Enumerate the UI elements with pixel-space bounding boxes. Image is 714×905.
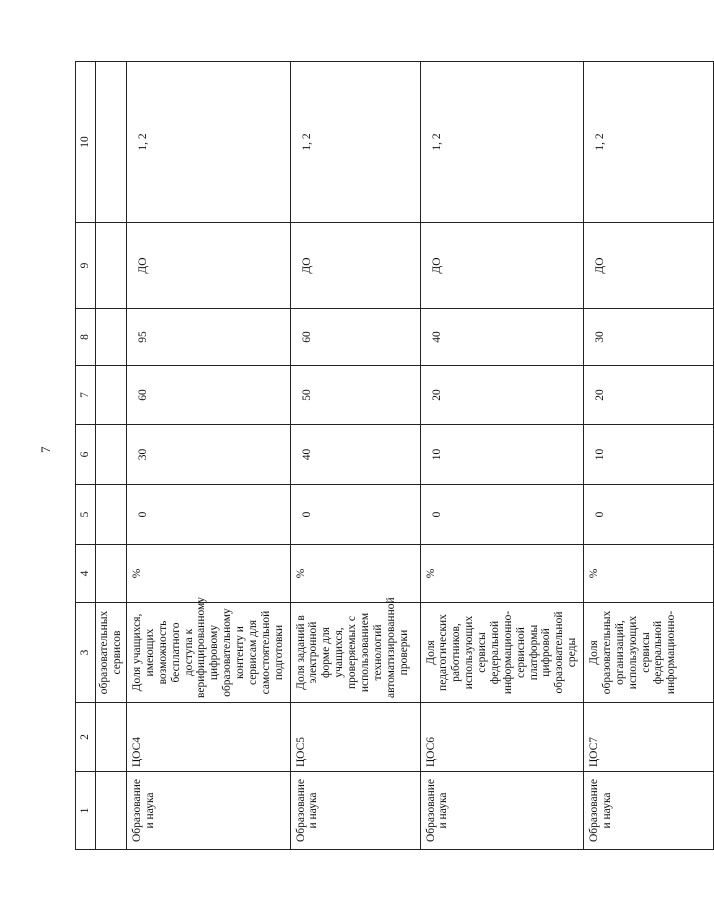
continuation-cell-8 (96, 309, 127, 366)
header-cell-2: 2 (76, 703, 96, 772)
continuation-cell-4 (96, 545, 127, 603)
unit-cell: % (127, 545, 291, 603)
value-cell-7: 60 (127, 366, 291, 425)
header-cell-1: 1 (76, 772, 96, 850)
header-cell-5: 5 (76, 485, 96, 545)
value-cell-6: 10 (584, 425, 714, 485)
responsible-cell: ДО (584, 223, 714, 309)
rotated-page (75, 62, 678, 850)
header-cell-4: 4 (76, 545, 96, 603)
continuation-cell-9 (96, 223, 127, 309)
indicators-table (75, 61, 714, 850)
responsible-cell: ДО (290, 223, 420, 309)
code-cell: ЦОС7 (584, 703, 714, 772)
sector-cell: Образование и наука (584, 772, 714, 850)
sector-cell: Образование и наука (290, 772, 420, 850)
description-cell: Доля учащихся, имеющих возможность бесплатного доступа к верифицированному цифровому образовательному контенту и сервисам для самостоятельной подготовки (127, 603, 291, 703)
sector-cell: Образование и наука (127, 772, 291, 850)
continuation-cell-2 (96, 703, 127, 772)
unit-cell: % (420, 545, 584, 603)
value-cell-5: 0 (420, 485, 584, 545)
continuation-cell-10 (96, 62, 127, 223)
continuation-cell-6 (96, 425, 127, 485)
header-cell-7: 7 (76, 366, 96, 425)
header-cell-6: 6 (76, 425, 96, 485)
continuation-cell-5 (96, 485, 127, 545)
responsible-cell: ДО (420, 223, 584, 309)
value-cell-7: 20 (584, 366, 714, 425)
continuation-cell-1 (96, 772, 127, 850)
code-cell: ЦОС4 (127, 703, 291, 772)
header-cell-9: 9 (76, 223, 96, 309)
value-cell-7: 20 (420, 366, 584, 425)
source-cell: 1, 2 (290, 62, 420, 223)
value-cell-6: 10 (420, 425, 584, 485)
table-row (420, 62, 584, 850)
unit-cell: % (290, 545, 420, 603)
description-cell: Доля образовательных организаций, использующих сервисы федеральной информационно- (584, 603, 714, 703)
value-cell-8: 95 (127, 309, 291, 366)
sector-cell: Образование и наука (420, 772, 584, 850)
code-cell: ЦОС6 (420, 703, 584, 772)
description-cell: Доля заданий в электронной форме для учащихся, проверяемых с использованием технологий автоматизированной проверки (290, 603, 420, 703)
source-cell: 1, 2 (127, 62, 291, 223)
code-cell: ЦОС5 (290, 703, 420, 772)
header-cell-10: 10 (76, 62, 96, 223)
value-cell-8: 30 (584, 309, 714, 366)
table-row (290, 62, 420, 850)
unit-cell: % (584, 545, 714, 603)
source-cell: 1, 2 (584, 62, 714, 223)
table-row (584, 62, 714, 850)
value-cell-8: 40 (420, 309, 584, 366)
value-cell-5: 0 (127, 485, 291, 545)
responsible-cell: ДО (127, 223, 291, 309)
description-cell: Доля педагогических работников, использующих сервисы федеральной информационно-сервисной платформы цифровой образовательной среды (420, 603, 584, 703)
table-row (127, 62, 291, 850)
value-cell-6: 40 (290, 425, 420, 485)
continuation-cell-7 (96, 366, 127, 425)
header-cell-8: 8 (76, 309, 96, 366)
value-cell-7: 50 (290, 366, 420, 425)
header-cell-3: 3 (76, 603, 96, 703)
continuation-text: образовательных сервисов (96, 603, 127, 703)
continuation-row (96, 62, 127, 850)
header-row (76, 62, 96, 850)
value-cell-5: 0 (584, 485, 714, 545)
value-cell-6: 30 (127, 425, 291, 485)
source-cell: 1, 2 (420, 62, 584, 223)
value-cell-8: 60 (290, 309, 420, 366)
value-cell-5: 0 (290, 485, 420, 545)
page-number: 7 (38, 446, 53, 453)
